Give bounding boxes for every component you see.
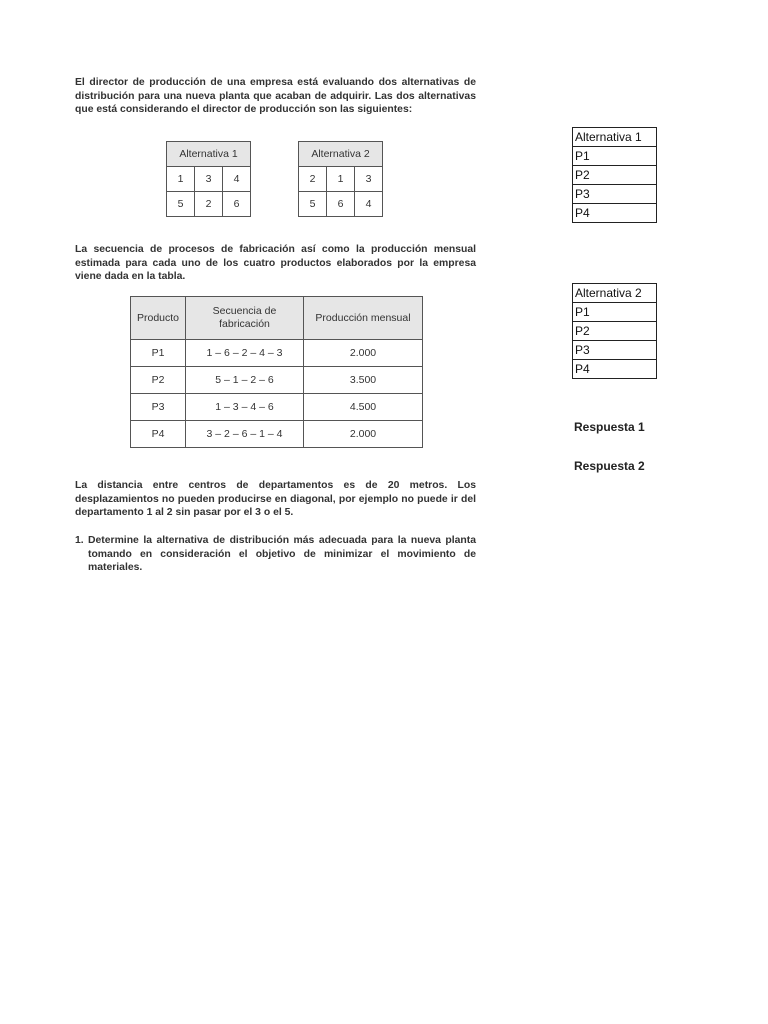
alt2-cell: 1 [327,167,355,192]
side1-row: P1 [573,147,657,166]
side-table-alternativa-2 [572,283,657,379]
cell-producto: P1 [131,340,186,367]
distance-paragraph: La distancia entre centros de departamentos es de 20 metros. Los desplazamientos no pueden producirse en diagonal, por ejemplo no puede ir del departamento 1 al 2 sin pasar por el 3 o el 5. [75,480,476,518]
side2-row: P2 [573,322,657,341]
side2-header: Alternativa 2 [573,284,657,303]
cell-secuencia: 5 – 1 – 2 – 6 [186,367,304,394]
question-list [75,534,476,575]
alt1-cell: 5 [167,192,195,217]
alt2-cell: 3 [355,167,383,192]
question-number: 1. [75,535,84,546]
side1-row: P4 [573,204,657,223]
intro-paragraph: El director de producción de una empresa está evaluando dos alternativas de distribución para una nueva planta que acaban de adquirir. Las dos alternativas que está considerando el director de producción son las siguientes: [75,77,476,115]
header-producto: Producto [131,297,186,340]
cell-producto: P4 [131,421,186,448]
alternativa-1-title: Alternativa 1 [167,142,251,167]
question-text: Determine la alternativa de distribución más adecuada para la nueva planta tomando en consideración el objetivo de minimizar el movimiento de materiales. [88,535,476,573]
cell-producto: P2 [131,367,186,394]
cell-secuencia: 3 – 2 – 6 – 1 – 4 [186,421,304,448]
cell-producto: P3 [131,394,186,421]
side-table-alternativa-1 [572,127,657,223]
alt1-cell: 3 [195,167,223,192]
cell-produccion: 2.000 [304,421,423,448]
header-secuencia: Secuencia de fabricación [186,297,304,340]
side2-row: P4 [573,360,657,379]
cell-produccion: 2.000 [304,340,423,367]
respuesta-1-label: Respuesta 1 [574,420,645,434]
cell-produccion: 3.500 [304,367,423,394]
side1-row: P3 [573,185,657,204]
alternativa-2-layout [298,141,383,217]
cell-secuencia: 1 – 6 – 2 – 4 – 3 [186,340,304,367]
cell-produccion: 4.500 [304,394,423,421]
table-row [131,421,423,448]
alt2-cell: 4 [355,192,383,217]
table-row [131,367,423,394]
alternativa-2-title: Alternativa 2 [299,142,383,167]
side2-row: P3 [573,341,657,360]
alt2-cell: 2 [299,167,327,192]
product-table [130,296,423,448]
cell-secuencia: 1 – 3 – 4 – 6 [186,394,304,421]
alt2-cell: 5 [299,192,327,217]
alternativa-1-layout [166,141,251,217]
alt1-cell: 4 [223,167,251,192]
header-produccion: Producción mensual [304,297,423,340]
table-header-row [131,297,423,340]
side1-header: Alternativa 1 [573,128,657,147]
respuesta-2-label: Respuesta 2 [574,459,645,473]
alt2-cell: 6 [327,192,355,217]
table-row [131,394,423,421]
side1-row: P2 [573,166,657,185]
alt1-cell: 6 [223,192,251,217]
alt1-cell: 1 [167,167,195,192]
side2-row: P1 [573,303,657,322]
table-row [131,340,423,367]
sequence-paragraph: La secuencia de procesos de fabricación así como la producción mensual estimada para cada uno de los cuatro productos elaborados por la empresa viene dada en la tabla. [75,244,476,282]
question-item [75,534,476,575]
alt1-cell: 2 [195,192,223,217]
